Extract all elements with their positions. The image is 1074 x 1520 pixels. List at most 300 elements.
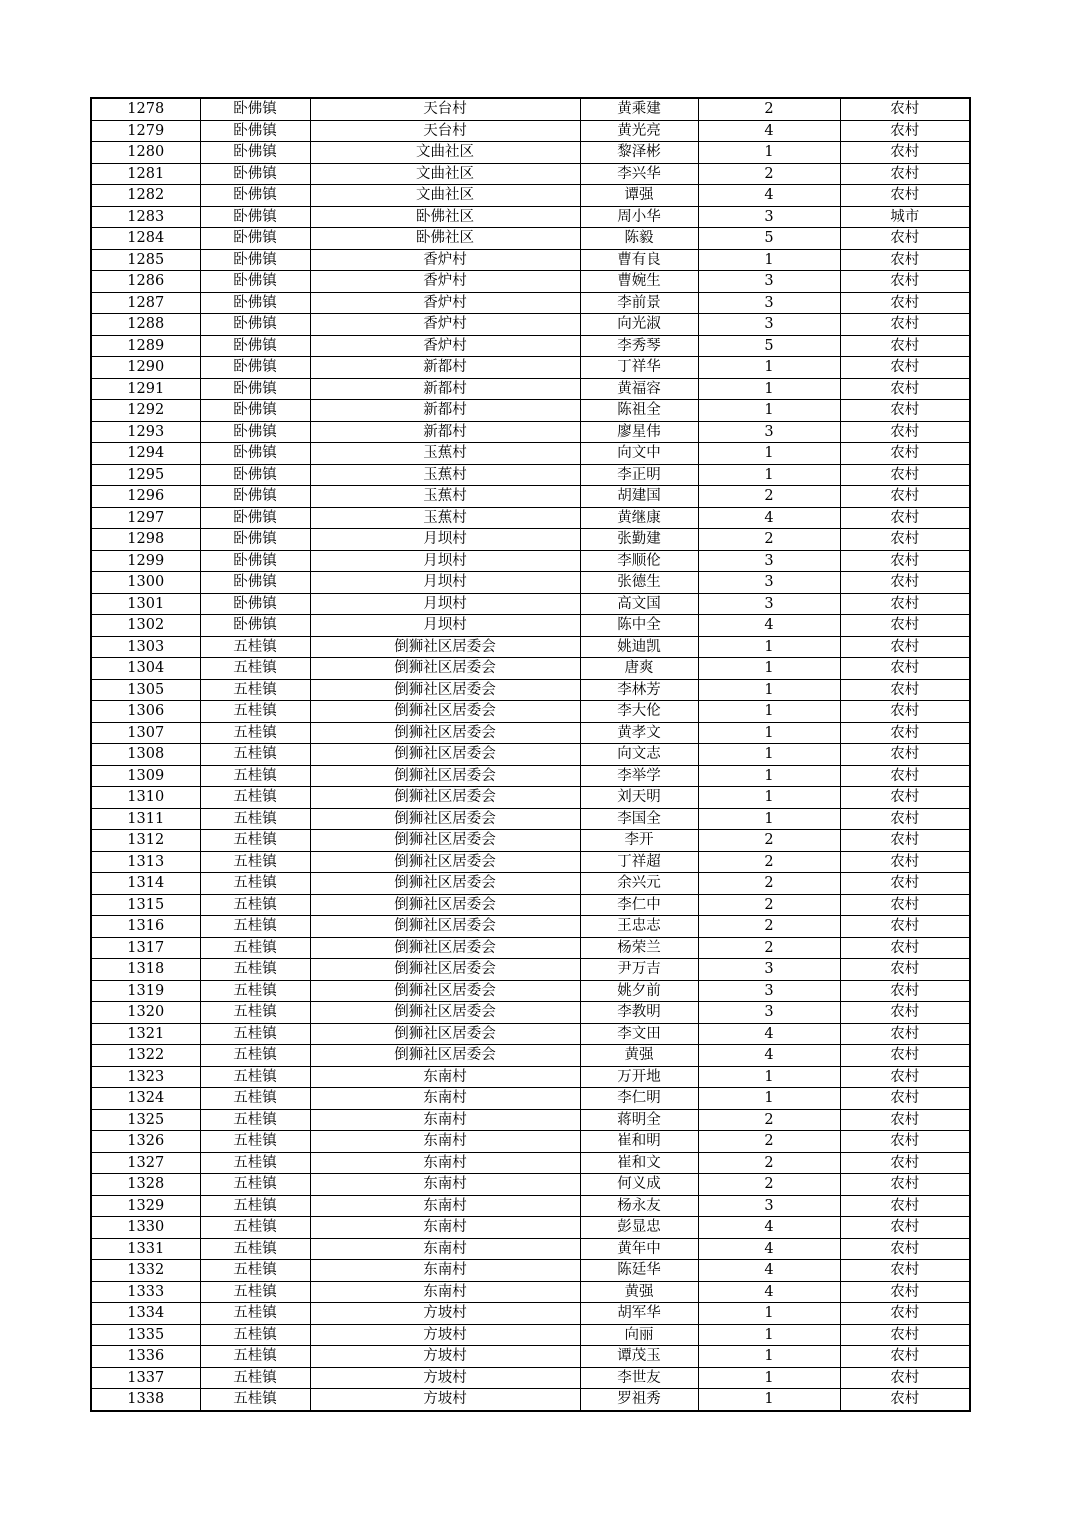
cell-name: 向光淑 <box>580 314 698 336</box>
table-row <box>91 271 970 293</box>
cell-type: 农村 <box>840 357 970 379</box>
cell-town: 五桂镇 <box>200 1109 310 1131</box>
cell-type: 农村 <box>840 851 970 873</box>
cell-count: 2 <box>698 1174 840 1196</box>
cell-serial-number: 1324 <box>91 1088 200 1110</box>
cell-village: 香炉村 <box>310 335 580 357</box>
cell-count: 1 <box>698 1324 840 1346</box>
cell-town: 五桂镇 <box>200 1002 310 1024</box>
cell-name: 杨荣兰 <box>580 937 698 959</box>
table-row <box>91 636 970 658</box>
cell-name: 丁祥华 <box>580 357 698 379</box>
cell-count: 1 <box>698 1346 840 1368</box>
cell-serial-number: 1293 <box>91 421 200 443</box>
cell-type: 农村 <box>840 572 970 594</box>
cell-count: 1 <box>698 765 840 787</box>
cell-village: 天台村 <box>310 98 580 120</box>
table-row <box>91 658 970 680</box>
cell-serial-number: 1327 <box>91 1152 200 1174</box>
cell-village: 玉蕉村 <box>310 464 580 486</box>
cell-village: 倒狮社区居委会 <box>310 959 580 981</box>
cell-serial-number: 1297 <box>91 507 200 529</box>
cell-serial-number: 1307 <box>91 722 200 744</box>
table-row <box>91 1066 970 1088</box>
table-row <box>91 830 970 852</box>
cell-serial-number: 1321 <box>91 1023 200 1045</box>
cell-village: 月坝村 <box>310 572 580 594</box>
cell-town: 卧佛镇 <box>200 314 310 336</box>
table-row <box>91 1260 970 1282</box>
cell-serial-number: 1290 <box>91 357 200 379</box>
cell-town: 五桂镇 <box>200 765 310 787</box>
cell-village: 香炉村 <box>310 249 580 271</box>
cell-name: 张勤建 <box>580 529 698 551</box>
cell-count: 3 <box>698 959 840 981</box>
cell-town: 五桂镇 <box>200 744 310 766</box>
cell-name: 黄继康 <box>580 507 698 529</box>
cell-name: 李正明 <box>580 464 698 486</box>
cell-name: 李举学 <box>580 765 698 787</box>
cell-name: 李大伦 <box>580 701 698 723</box>
cell-name: 尹万吉 <box>580 959 698 981</box>
cell-type: 农村 <box>840 894 970 916</box>
cell-name: 李国全 <box>580 808 698 830</box>
cell-village: 倒狮社区居委会 <box>310 1045 580 1067</box>
cell-count: 4 <box>698 1260 840 1282</box>
cell-town: 卧佛镇 <box>200 550 310 572</box>
cell-count: 2 <box>698 873 840 895</box>
cell-type: 农村 <box>840 314 970 336</box>
cell-name: 陈祖全 <box>580 400 698 422</box>
table-row <box>91 765 970 787</box>
cell-count: 1 <box>698 1367 840 1389</box>
table-row <box>91 1045 970 1067</box>
table-row <box>91 249 970 271</box>
cell-count: 1 <box>698 701 840 723</box>
cell-type: 农村 <box>840 658 970 680</box>
cell-town: 卧佛镇 <box>200 421 310 443</box>
cell-name: 罗祖秀 <box>580 1389 698 1411</box>
cell-name: 李仁明 <box>580 1088 698 1110</box>
cell-town: 卧佛镇 <box>200 400 310 422</box>
cell-serial-number: 1279 <box>91 120 200 142</box>
cell-name: 唐爽 <box>580 658 698 680</box>
table-row <box>91 722 970 744</box>
table-row <box>91 593 970 615</box>
cell-type: 农村 <box>840 701 970 723</box>
cell-type: 农村 <box>840 636 970 658</box>
cell-type: 农村 <box>840 1281 970 1303</box>
cell-serial-number: 1313 <box>91 851 200 873</box>
cell-count: 2 <box>698 1152 840 1174</box>
cell-serial-number: 1286 <box>91 271 200 293</box>
table-row <box>91 1023 970 1045</box>
cell-count: 3 <box>698 314 840 336</box>
table-row <box>91 142 970 164</box>
cell-serial-number: 1301 <box>91 593 200 615</box>
cell-town: 五桂镇 <box>200 808 310 830</box>
cell-town: 五桂镇 <box>200 1174 310 1196</box>
cell-town: 卧佛镇 <box>200 486 310 508</box>
cell-type: 农村 <box>840 529 970 551</box>
cell-count: 3 <box>698 572 840 594</box>
cell-count: 2 <box>698 830 840 852</box>
cell-town: 卧佛镇 <box>200 206 310 228</box>
table-row <box>91 572 970 594</box>
cell-type: 农村 <box>840 1303 970 1325</box>
cell-count: 3 <box>698 1002 840 1024</box>
cell-count: 4 <box>698 120 840 142</box>
cell-village: 玉蕉村 <box>310 507 580 529</box>
cell-count: 1 <box>698 443 840 465</box>
table-row <box>91 1303 970 1325</box>
cell-serial-number: 1335 <box>91 1324 200 1346</box>
cell-name: 彭显忠 <box>580 1217 698 1239</box>
table-row <box>91 378 970 400</box>
cell-name: 黄孝文 <box>580 722 698 744</box>
cell-village: 倒狮社区居委会 <box>310 808 580 830</box>
cell-type: 农村 <box>840 228 970 250</box>
cell-type: 农村 <box>840 142 970 164</box>
cell-serial-number: 1332 <box>91 1260 200 1282</box>
cell-town: 卧佛镇 <box>200 357 310 379</box>
cell-village: 方坡村 <box>310 1324 580 1346</box>
table-row <box>91 228 970 250</box>
cell-type: 农村 <box>840 507 970 529</box>
cell-name: 廖星伟 <box>580 421 698 443</box>
cell-name: 王忠志 <box>580 916 698 938</box>
cell-village: 东南村 <box>310 1174 580 1196</box>
cell-name: 万开地 <box>580 1066 698 1088</box>
cell-count: 1 <box>698 636 840 658</box>
cell-village: 东南村 <box>310 1217 580 1239</box>
cell-type: 农村 <box>840 744 970 766</box>
cell-town: 五桂镇 <box>200 658 310 680</box>
cell-town: 五桂镇 <box>200 1346 310 1368</box>
cell-village: 香炉村 <box>310 314 580 336</box>
table-row <box>91 464 970 486</box>
cell-town: 卧佛镇 <box>200 378 310 400</box>
cell-village: 倒狮社区居委会 <box>310 636 580 658</box>
cell-count: 4 <box>698 1281 840 1303</box>
table-row <box>91 529 970 551</box>
cell-serial-number: 1281 <box>91 163 200 185</box>
cell-type: 农村 <box>840 1367 970 1389</box>
cell-type: 农村 <box>840 1389 970 1411</box>
cell-serial-number: 1291 <box>91 378 200 400</box>
cell-name: 杨永友 <box>580 1195 698 1217</box>
cell-village: 方坡村 <box>310 1389 580 1411</box>
cell-name: 崔和明 <box>580 1131 698 1153</box>
cell-type: 农村 <box>840 378 970 400</box>
cell-town: 卧佛镇 <box>200 185 310 207</box>
cell-serial-number: 1283 <box>91 206 200 228</box>
cell-name: 李教明 <box>580 1002 698 1024</box>
cell-name: 李仁中 <box>580 894 698 916</box>
cell-type: 农村 <box>840 1195 970 1217</box>
cell-name: 曹有良 <box>580 249 698 271</box>
cell-count: 4 <box>698 1045 840 1067</box>
cell-town: 卧佛镇 <box>200 163 310 185</box>
table-row <box>91 1088 970 1110</box>
cell-serial-number: 1278 <box>91 98 200 120</box>
cell-serial-number: 1329 <box>91 1195 200 1217</box>
cell-village: 倒狮社区居委会 <box>310 916 580 938</box>
cell-village: 倒狮社区居委会 <box>310 1002 580 1024</box>
cell-name: 李秀琴 <box>580 335 698 357</box>
cell-type: 农村 <box>840 679 970 701</box>
cell-name: 余兴元 <box>580 873 698 895</box>
cell-town: 五桂镇 <box>200 787 310 809</box>
cell-name: 黄年中 <box>580 1238 698 1260</box>
cell-name: 向丽 <box>580 1324 698 1346</box>
cell-type: 农村 <box>840 1109 970 1131</box>
cell-name: 向文中 <box>580 443 698 465</box>
cell-type: 农村 <box>840 937 970 959</box>
table-row <box>91 1152 970 1174</box>
cell-serial-number: 1330 <box>91 1217 200 1239</box>
cell-type: 农村 <box>840 185 970 207</box>
cell-serial-number: 1315 <box>91 894 200 916</box>
cell-town: 五桂镇 <box>200 937 310 959</box>
cell-village: 倒狮社区居委会 <box>310 701 580 723</box>
cell-village: 月坝村 <box>310 615 580 637</box>
cell-name: 谭强 <box>580 185 698 207</box>
table-row <box>91 1002 970 1024</box>
table-row <box>91 937 970 959</box>
table-row <box>91 1109 970 1131</box>
cell-serial-number: 1288 <box>91 314 200 336</box>
cell-town: 五桂镇 <box>200 722 310 744</box>
cell-count: 2 <box>698 1109 840 1131</box>
table-row <box>91 486 970 508</box>
cell-town: 卧佛镇 <box>200 271 310 293</box>
cell-serial-number: 1314 <box>91 873 200 895</box>
cell-type: 农村 <box>840 292 970 314</box>
cell-serial-number: 1294 <box>91 443 200 465</box>
table-row <box>91 615 970 637</box>
cell-town: 五桂镇 <box>200 1324 310 1346</box>
cell-name: 谭茂玉 <box>580 1346 698 1368</box>
cell-town: 五桂镇 <box>200 1303 310 1325</box>
cell-name: 李林芳 <box>580 679 698 701</box>
cell-village: 倒狮社区居委会 <box>310 851 580 873</box>
table-row <box>91 851 970 873</box>
cell-town: 五桂镇 <box>200 679 310 701</box>
cell-village: 玉蕉村 <box>310 443 580 465</box>
table-row <box>91 357 970 379</box>
cell-serial-number: 1311 <box>91 808 200 830</box>
cell-serial-number: 1289 <box>91 335 200 357</box>
cell-type: 农村 <box>840 1088 970 1110</box>
cell-type: 农村 <box>840 1217 970 1239</box>
cell-count: 3 <box>698 271 840 293</box>
cell-town: 五桂镇 <box>200 701 310 723</box>
cell-count: 1 <box>698 1088 840 1110</box>
table-row <box>91 314 970 336</box>
cell-town: 五桂镇 <box>200 1367 310 1389</box>
cell-village: 卧佛社区 <box>310 206 580 228</box>
cell-town: 五桂镇 <box>200 636 310 658</box>
cell-serial-number: 1305 <box>91 679 200 701</box>
cell-name: 崔和文 <box>580 1152 698 1174</box>
cell-name: 何义成 <box>580 1174 698 1196</box>
cell-serial-number: 1320 <box>91 1002 200 1024</box>
cell-type: 农村 <box>840 593 970 615</box>
cell-count: 1 <box>698 357 840 379</box>
cell-village: 玉蕉村 <box>310 486 580 508</box>
cell-village: 东南村 <box>310 1109 580 1131</box>
cell-village: 文曲社区 <box>310 142 580 164</box>
cell-village: 倒狮社区居委会 <box>310 765 580 787</box>
cell-village: 新都村 <box>310 378 580 400</box>
cell-type: 农村 <box>840 916 970 938</box>
table-row <box>91 185 970 207</box>
cell-name: 丁祥超 <box>580 851 698 873</box>
cell-serial-number: 1331 <box>91 1238 200 1260</box>
cell-village: 文曲社区 <box>310 185 580 207</box>
cell-type: 农村 <box>840 98 970 120</box>
cell-town: 卧佛镇 <box>200 98 310 120</box>
cell-village: 倒狮社区居委会 <box>310 980 580 1002</box>
cell-name: 张德生 <box>580 572 698 594</box>
cell-type: 农村 <box>840 980 970 1002</box>
cell-count: 1 <box>698 679 840 701</box>
cell-name: 陈毅 <box>580 228 698 250</box>
cell-name: 李顺伦 <box>580 550 698 572</box>
cell-village: 文曲社区 <box>310 163 580 185</box>
cell-count: 4 <box>698 1217 840 1239</box>
cell-name: 胡军华 <box>580 1303 698 1325</box>
cell-village: 倒狮社区居委会 <box>310 658 580 680</box>
cell-town: 五桂镇 <box>200 916 310 938</box>
cell-count: 1 <box>698 808 840 830</box>
cell-count: 1 <box>698 464 840 486</box>
cell-type: 农村 <box>840 1002 970 1024</box>
cell-count: 1 <box>698 722 840 744</box>
cell-village: 香炉村 <box>310 271 580 293</box>
cell-count: 2 <box>698 916 840 938</box>
cell-type: 农村 <box>840 1066 970 1088</box>
cell-count: 4 <box>698 507 840 529</box>
cell-town: 五桂镇 <box>200 1023 310 1045</box>
cell-count: 4 <box>698 615 840 637</box>
table-row <box>91 701 970 723</box>
cell-serial-number: 1282 <box>91 185 200 207</box>
cell-name: 向文志 <box>580 744 698 766</box>
cell-serial-number: 1326 <box>91 1131 200 1153</box>
table-row <box>91 1217 970 1239</box>
cell-serial-number: 1284 <box>91 228 200 250</box>
cell-count: 2 <box>698 98 840 120</box>
cell-village: 倒狮社区居委会 <box>310 722 580 744</box>
cell-serial-number: 1298 <box>91 529 200 551</box>
cell-name: 姚迪凯 <box>580 636 698 658</box>
cell-serial-number: 1292 <box>91 400 200 422</box>
cell-town: 五桂镇 <box>200 894 310 916</box>
cell-village: 倒狮社区居委会 <box>310 1023 580 1045</box>
cell-count: 2 <box>698 486 840 508</box>
cell-count: 3 <box>698 593 840 615</box>
cell-village: 香炉村 <box>310 292 580 314</box>
cell-village: 东南村 <box>310 1152 580 1174</box>
cell-village: 月坝村 <box>310 529 580 551</box>
data-table <box>90 97 971 1412</box>
cell-town: 卧佛镇 <box>200 572 310 594</box>
table-row <box>91 443 970 465</box>
cell-name: 李兴华 <box>580 163 698 185</box>
table-row <box>91 1389 970 1411</box>
cell-town: 卧佛镇 <box>200 593 310 615</box>
cell-serial-number: 1317 <box>91 937 200 959</box>
cell-village: 倒狮社区居委会 <box>310 873 580 895</box>
cell-village: 东南村 <box>310 1260 580 1282</box>
cell-name: 李开 <box>580 830 698 852</box>
cell-type: 农村 <box>840 765 970 787</box>
cell-serial-number: 1302 <box>91 615 200 637</box>
cell-count: 1 <box>698 400 840 422</box>
cell-village: 卧佛社区 <box>310 228 580 250</box>
cell-type: 农村 <box>840 1174 970 1196</box>
cell-count: 4 <box>698 1238 840 1260</box>
cell-count: 1 <box>698 249 840 271</box>
cell-serial-number: 1308 <box>91 744 200 766</box>
cell-count: 3 <box>698 421 840 443</box>
cell-type: 农村 <box>840 1238 970 1260</box>
cell-town: 五桂镇 <box>200 1152 310 1174</box>
cell-village: 新都村 <box>310 400 580 422</box>
cell-serial-number: 1318 <box>91 959 200 981</box>
cell-count: 2 <box>698 894 840 916</box>
table-row <box>91 1367 970 1389</box>
table-row <box>91 1281 970 1303</box>
cell-town: 卧佛镇 <box>200 335 310 357</box>
table-row <box>91 894 970 916</box>
table-row <box>91 507 970 529</box>
cell-town: 五桂镇 <box>200 1217 310 1239</box>
cell-serial-number: 1309 <box>91 765 200 787</box>
cell-count: 5 <box>698 228 840 250</box>
cell-town: 卧佛镇 <box>200 507 310 529</box>
cell-village: 倒狮社区居委会 <box>310 937 580 959</box>
cell-village: 月坝村 <box>310 593 580 615</box>
cell-count: 1 <box>698 787 840 809</box>
cell-town: 五桂镇 <box>200 1088 310 1110</box>
cell-serial-number: 1316 <box>91 916 200 938</box>
cell-count: 3 <box>698 292 840 314</box>
cell-type: 农村 <box>840 808 970 830</box>
cell-type: 农村 <box>840 163 970 185</box>
cell-type: 农村 <box>840 873 970 895</box>
cell-name: 高文国 <box>580 593 698 615</box>
cell-town: 五桂镇 <box>200 1238 310 1260</box>
cell-town: 卧佛镇 <box>200 443 310 465</box>
cell-village: 东南村 <box>310 1066 580 1088</box>
table-row <box>91 959 970 981</box>
cell-type: 农村 <box>840 1260 970 1282</box>
cell-village: 新都村 <box>310 421 580 443</box>
cell-town: 五桂镇 <box>200 1195 310 1217</box>
cell-type: 农村 <box>840 1131 970 1153</box>
cell-type: 农村 <box>840 615 970 637</box>
table-row <box>91 980 970 1002</box>
cell-serial-number: 1312 <box>91 830 200 852</box>
cell-village: 新都村 <box>310 357 580 379</box>
cell-type: 农村 <box>840 421 970 443</box>
table-row <box>91 787 970 809</box>
cell-type: 农村 <box>840 1023 970 1045</box>
cell-type: 农村 <box>840 550 970 572</box>
